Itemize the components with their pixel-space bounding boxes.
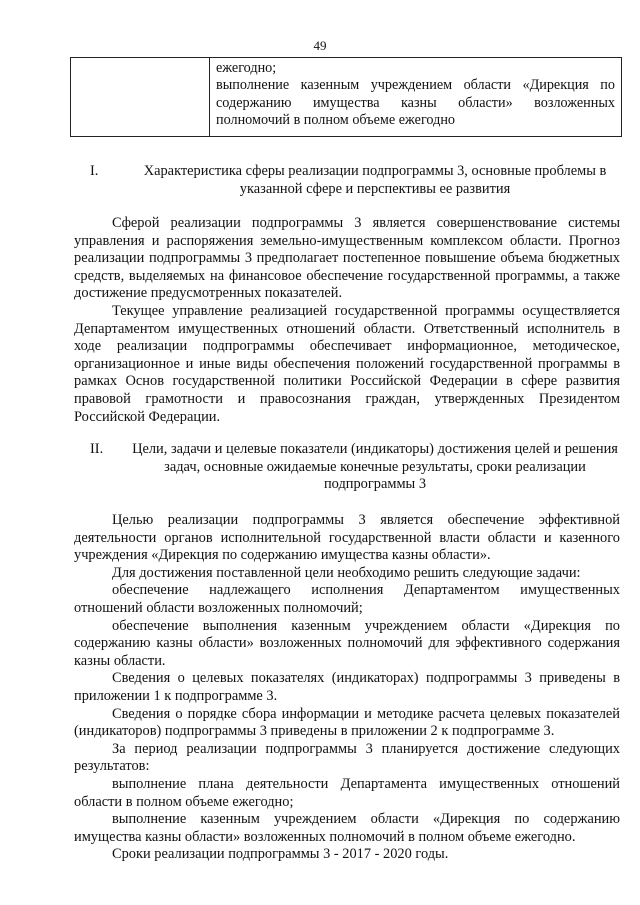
section-1-number: I. (90, 163, 99, 179)
table-line: ежегодно; (216, 60, 277, 76)
section-1-title: Характеристика сферы реализации подпрограммы 3, основные проблемы в указанной сфере и перспективы ее развития (143, 163, 607, 197)
table-line: выполнение казенным учреждением области «Дирекция по содержанию имущества казны области» возложенных полномочий в полном объеме ежегодно (216, 77, 615, 128)
page-number: 49 (313, 38, 327, 53)
section-2-heading (74, 441, 620, 494)
paragraph: Целью реализации подпрограммы 3 является обеспечение эффективной деятельности органов исполнительной государственной власти области и казенного учреждения «Дирекция по содержанию имущества казны области». (74, 512, 620, 564)
continuation-table (70, 57, 622, 137)
paragraph: выполнение плана деятельности Департамента имущественных отношений области в полном объеме ежегодно; (74, 775, 620, 810)
table-row (71, 58, 622, 137)
paragraph: Сведения о целевых показателях (индикаторах) подпрограммы 3 приведены в приложении 1 к подпрограмме 3. (74, 670, 620, 704)
table-cell-empty (71, 58, 210, 137)
paragraph: Сроки реализации подпрограммы 3 - 2017 - 2020 годы. (112, 846, 449, 863)
section-2-title: Цели, задачи и целевые показатели (индикаторы) достижения целей и решения задач, основные ожидаемые конечные результаты, сроки реализации подпрограммы 3 (132, 441, 618, 493)
paragraph: Сферой реализации подпрограммы 3 является совершенствование системы управления и распоряжения земельно-имущественным комплексом области. Прогноз реализации подпрограммы 3 предполагает постепенное повышение объема бюджетных средств, выделяемых на финансовое обеспечение государственной программы, а также достижение предусмотренных показателей. (74, 215, 620, 302)
paragraph: Для достижения поставленной цели необходимо решить следующие задачи: (112, 564, 581, 581)
paragraph: выполнение казенным учреждением области «Дирекция по содержанию имущества казны области» возложенных полномочий в полном объеме ежегодно. (74, 811, 620, 845)
section-2-number: II. (90, 441, 104, 457)
table-cell-text (210, 58, 622, 137)
paragraph: обеспечение надлежащего исполнения Департаментом имущественных отношений области возложенных полномочий; (74, 582, 620, 616)
paragraph: Сведения о порядке сбора информации и методике расчета целевых показателей (индикаторов) подпрограммы 3 приведены в приложении 2 к подпрограмме 3. (74, 705, 620, 740)
section-1-heading (74, 163, 620, 198)
paragraph: За период реализации подпрограммы 3 планируется достижение следующих результатов: (74, 740, 620, 775)
paragraph: Текущее управление реализацией государственной программы осуществляется Департаментом имущественных отношений области. Ответственный исполнитель в ходе реализации подпрограммы обеспечивает информационное, методическое, организационное и иные виды обеспечения положений государственной программы в рамках Основ государственной политики Российской Федерации в сфере развития правовой грамотности и правосознания граждан, утвержденных Президентом Российской Федерации. (74, 302, 620, 425)
section-2-body (74, 512, 620, 864)
section-1-body (74, 215, 620, 426)
paragraph: обеспечение выполнения казенным учреждением области «Дирекция по содержанию казны области» возложенных полномочий для эффективного содержания казны области. (74, 617, 620, 669)
